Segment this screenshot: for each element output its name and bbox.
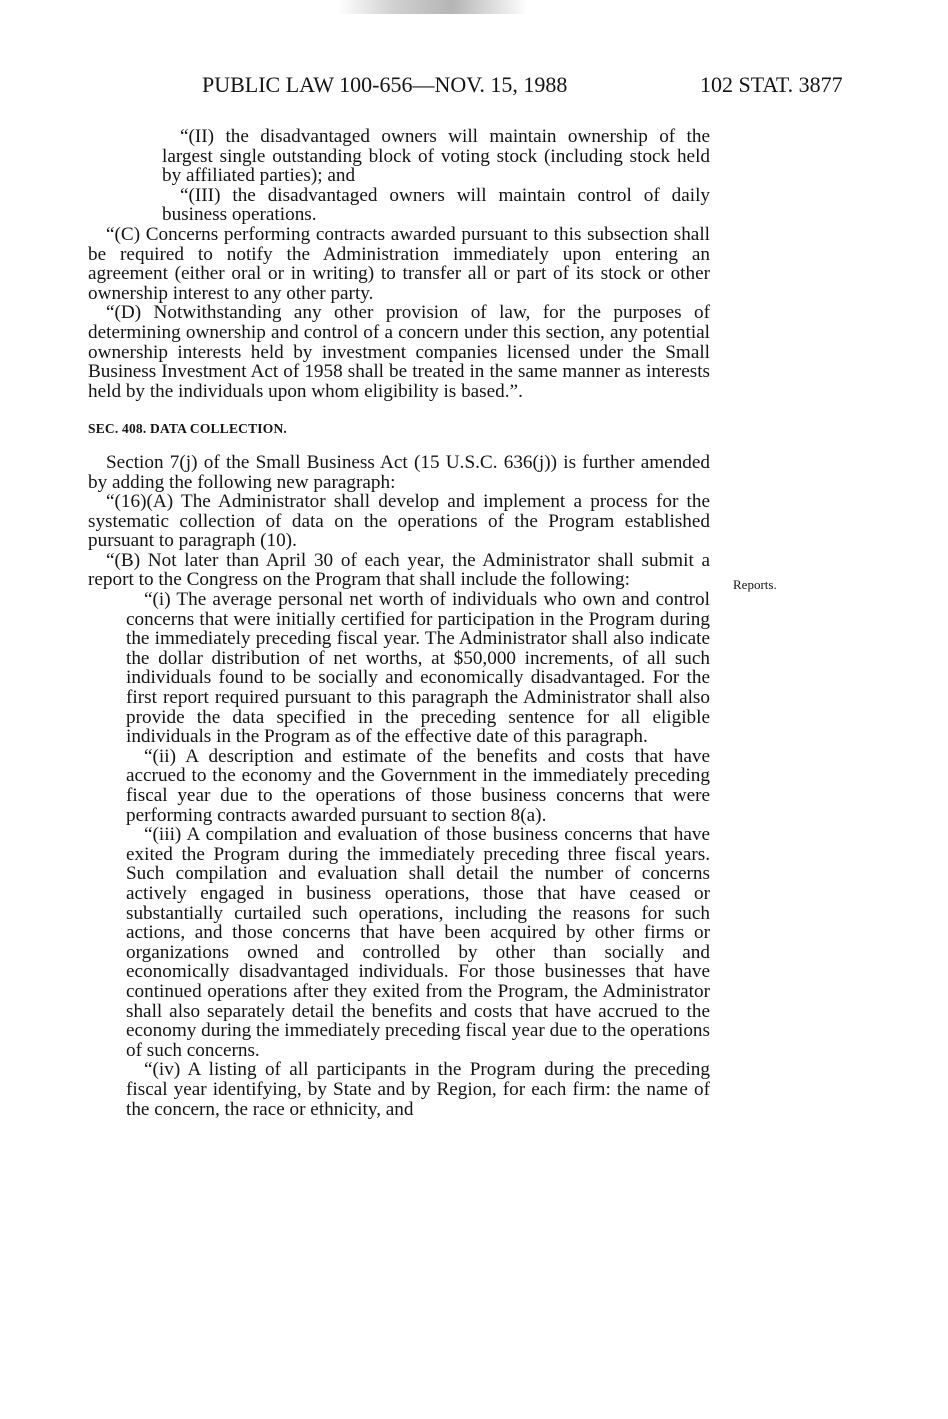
subparagraph-b: “(B) Not later than April 30 of each year, the Administrator shall submit a report to the Congress on the Program that shall include the following:	[88, 549, 710, 591]
section-intro: Section 7(j) of the Small Business Act (15 U.S.C. 636(j)) is further amended by adding the following new paragraph:	[88, 451, 710, 493]
page-body	[88, 127, 710, 1119]
running-head-title: PUBLIC LAW 100-656—NOV. 15, 1988	[202, 72, 568, 97]
subparagraph-c: “(C) Concerns performing contracts awarded pursuant to this subsection shall be required to notify the Administration immediately upon entering an agreement (either oral or in writing) to transfer all or part of its stock or other ownership interest to any other party.	[88, 223, 710, 304]
subparagraph-d: “(D) Notwithstanding any other provision of law, for the purposes of determining ownership and control of a concern under this section, any potential ownership interests held by investment companies licensed under the Small Business Investment Act of 1958 shall be treated in the same manner as interests held by the individuals upon whom eligibility is based.”.	[88, 302, 710, 402]
page-header	[0, 72, 948, 102]
clause-ii-benefits: “(ii) A description and estimate of the benefits and costs that have accrued to the economy and the Government in the immediately preceding fiscal year due to the operations of those business concerns that were performing contracts awarded pursuant to section 8(a).	[126, 745, 710, 826]
clause-iv-listing: “(iv) A listing of all participants in the Program during the preceding fiscal year identifying, by State and by Region, for each firm: the name of the concern, the race or ethnicity, and	[126, 1059, 710, 1120]
clause-iii-control: “(III) the disadvantaged owners will maintain control of daily business operations.	[162, 184, 710, 226]
clause-iii-compilation: “(iii) A compilation and evaluation of those business concerns that have exited the Program during the immediately preceding three fiscal years. Such compilation and evaluation shall detail the number of concerns actively engaged in business operations, those that have ceased or substantially curtailed such operations, including the reasons for such actions, and those concerns that have been acquired by other firms or organizations owned and controlled by other than socially and economically disadvantaged individuals. For those businesses that have continued operations after they exited from the Program, the Administrator shall also separately detail the benefits and costs that have accrued to the economy during the immediately preceding fiscal year due to the operations of such concerns.	[126, 824, 710, 1061]
margin-note-reports: Reports.	[733, 577, 777, 592]
scan-artifact	[338, 0, 528, 14]
section-heading: SEC. 408. DATA COLLECTION.	[88, 421, 287, 437]
clause-i-net-worth: “(i) The average personal net worth of individuals who own and control concerns that were initially certified for participation in the Program during the immediately preceding fiscal year. The Administrator shall also indicate the dollar distribution of net worths, at $50,000 increments, of all such individuals found to be socially and economically disadvantaged. For the first report required pursuant to this paragraph the Administrator shall also provide the data specified in the preceding sentence for all eligible individuals in the Program as of the effective date of this paragraph.	[126, 589, 710, 748]
paragraph-16a: “(16)(A) The Administrator shall develop and implement a process for the systematic collection of data on the operations of the Program established pursuant to paragraph (10).	[88, 491, 710, 552]
stat-page-number: 102 STAT. 3877	[700, 72, 843, 97]
clause-ii-ownership: “(II) the disadvantaged owners will maintain ownership of the largest single outstanding block of voting stock (including stock held by affiliated parties); and	[162, 126, 710, 187]
